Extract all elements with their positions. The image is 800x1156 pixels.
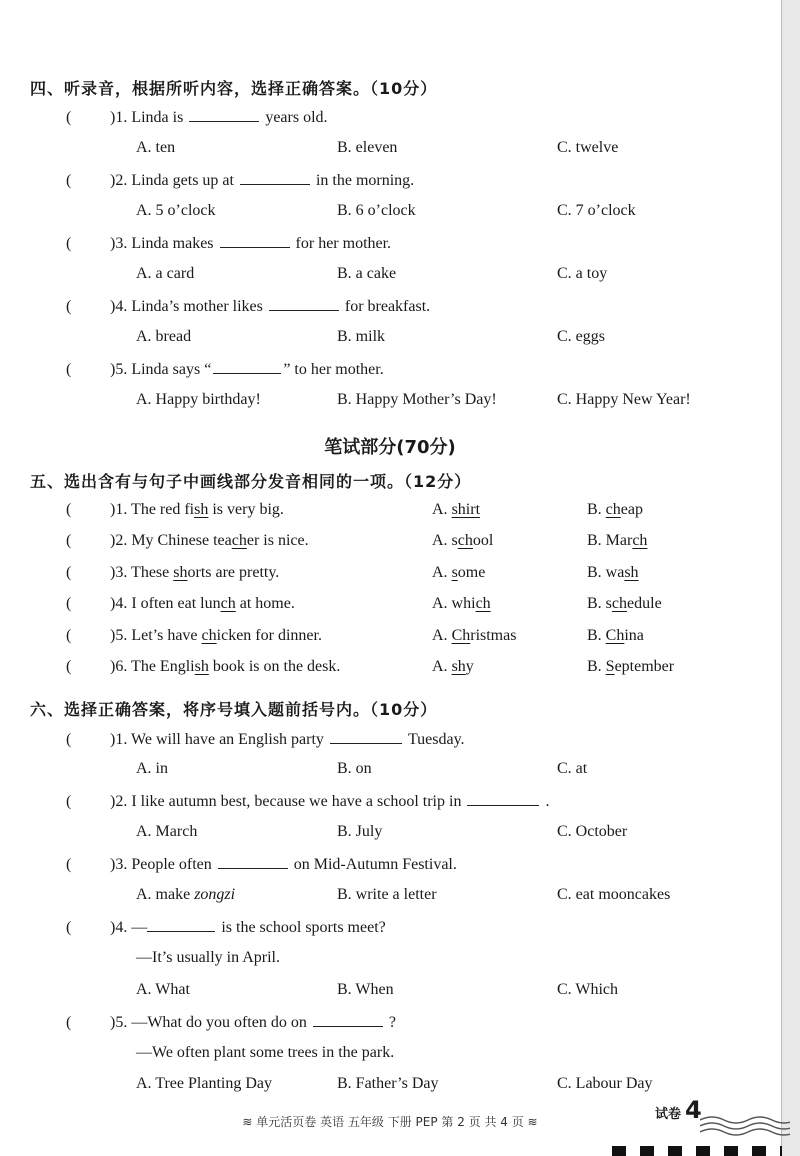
option-a: A. Tree Planting Day xyxy=(136,1075,272,1092)
option-a: A. 5 o’clock xyxy=(136,202,216,219)
option-b: B. March xyxy=(587,532,648,549)
question-6-1: ( )1. We will have an English party Tuesday. xyxy=(66,731,465,748)
fill-blank[interactable] xyxy=(213,359,281,374)
question-6-5: ( )5. —What do you often do on ? xyxy=(66,1014,396,1031)
option-b: B. milk xyxy=(337,328,386,345)
fill-blank[interactable] xyxy=(330,729,402,744)
option-b: B. July xyxy=(337,823,383,840)
option-b: B. September xyxy=(587,658,675,675)
answer-bracket[interactable]: ( xyxy=(66,627,72,644)
question-6-2: ( )2. I like autumn best, because we have a school trip in . xyxy=(66,793,550,810)
option-b: B. on xyxy=(337,760,372,777)
option-a: A. Christmas xyxy=(432,627,517,644)
option-c: C. eat mooncakes xyxy=(557,886,671,903)
option-a: A. What xyxy=(136,981,190,998)
option-c: C. a toy xyxy=(557,265,608,282)
option-b: B. a cake xyxy=(337,265,397,282)
fill-blank[interactable] xyxy=(147,917,215,932)
question-5-1: ( )1. The red fish is very big. xyxy=(66,501,284,518)
fill-blank[interactable] xyxy=(240,170,310,185)
footer-stripes xyxy=(612,1146,782,1156)
answer-bracket[interactable]: ( xyxy=(66,731,72,748)
option-a: A. which xyxy=(432,595,491,612)
answer-bracket[interactable]: ( xyxy=(66,919,72,936)
option-b: B. eleven xyxy=(337,139,398,156)
written-part-title: 笔试部分(70分) xyxy=(324,437,456,458)
option-c: C. Which xyxy=(557,981,619,998)
fill-blank[interactable] xyxy=(269,296,339,311)
section-5-title: 五、选出含有与句子中画线部分发音相同的一项。（12分） xyxy=(30,472,472,491)
option-a: A. in xyxy=(136,760,168,777)
question-5-3: ( )3. These shorts are pretty. xyxy=(66,564,280,581)
option-b: B. Father’s Day xyxy=(337,1075,439,1092)
wave-decoration-icon xyxy=(700,1110,790,1140)
option-b: B. 6 o’clock xyxy=(337,202,416,219)
answer-bracket[interactable]: ( xyxy=(66,109,72,126)
page-edge-shadow xyxy=(781,0,800,1156)
question-5-5: ( )5. Let’s have chicken for dinner. xyxy=(66,627,322,644)
fill-blank[interactable] xyxy=(218,854,288,869)
fill-blank[interactable] xyxy=(313,1012,383,1027)
answer-bracket[interactable]: ( xyxy=(66,595,72,612)
option-b: B. cheap xyxy=(587,501,643,518)
answer-bracket[interactable]: ( xyxy=(66,1014,72,1031)
dialogue-line: —We often plant some trees in the park. xyxy=(136,1044,395,1061)
option-a: A. shirt xyxy=(432,501,481,518)
answer-bracket[interactable]: ( xyxy=(66,501,72,518)
answer-bracket[interactable]: ( xyxy=(66,564,72,581)
option-c: C. at xyxy=(557,760,588,777)
section-6-title: 六、选择正确答案，将序号填入题前括号内。（10分） xyxy=(30,700,438,719)
paper-number-badge: 试卷 4 xyxy=(655,1096,702,1124)
answer-bracket[interactable]: ( xyxy=(66,658,72,675)
answer-bracket[interactable]: ( xyxy=(66,532,72,549)
fill-blank[interactable] xyxy=(220,233,290,248)
dialogue-line: —It’s usually in April. xyxy=(136,949,280,966)
option-b: B. wash xyxy=(587,564,639,581)
answer-bracket[interactable]: ( xyxy=(66,235,72,252)
answer-bracket[interactable]: ( xyxy=(66,793,72,810)
option-a: A. school xyxy=(432,532,494,549)
option-a: A. make zongzi xyxy=(136,886,236,903)
fill-blank[interactable] xyxy=(467,791,539,806)
option-b: B. schedule xyxy=(587,595,662,612)
question-4-4: ( )4. Linda’s mother likes for breakfast. xyxy=(66,298,431,315)
question-5-4: ( )4. I often eat lunch at home. xyxy=(66,595,295,612)
answer-bracket[interactable]: ( xyxy=(66,298,72,315)
question-4-1: ( )1. Linda is years old. xyxy=(66,109,328,126)
question-4-5: ( )5. Linda says “ ” to her mother. xyxy=(66,361,384,378)
question-6-3: ( )3. People often on Mid-Autumn Festival. xyxy=(66,856,457,873)
question-5-6: ( )6. The English book is on the desk. xyxy=(66,658,341,675)
answer-bracket[interactable]: ( xyxy=(66,172,72,189)
option-b: B. Happy Mother’s Day! xyxy=(337,391,497,408)
question-4-2: ( )2. Linda gets up at in the morning. xyxy=(66,172,415,189)
option-a: A. shy xyxy=(432,658,474,675)
option-a: A. Happy birthday! xyxy=(136,391,261,408)
option-c: C. twelve xyxy=(557,139,619,156)
option-a: A. ten xyxy=(136,139,176,156)
section-4-title: 四、听录音，根据所听内容，选择正确答案。（10分） xyxy=(30,79,438,98)
question-4-3: ( )3. Linda makes for her mother. xyxy=(66,235,392,252)
option-a: A. bread xyxy=(136,328,192,345)
question-5-2: ( )2. My Chinese teacher is nice. xyxy=(66,532,309,549)
option-c: C. October xyxy=(557,823,628,840)
option-b: B. When xyxy=(337,981,394,998)
fill-blank[interactable] xyxy=(189,107,259,122)
answer-bracket[interactable]: ( xyxy=(66,361,72,378)
option-a: A. a card xyxy=(136,265,195,282)
option-c: C. Happy New Year! xyxy=(557,391,691,408)
option-b: B. write a letter xyxy=(337,886,437,903)
option-b: B. China xyxy=(587,627,644,644)
question-6-4: ( )4. — is the school sports meet? xyxy=(66,919,386,936)
option-c: C. 7 o’clock xyxy=(557,202,636,219)
option-c: C. eggs xyxy=(557,328,605,345)
page-footer: ≋ 单元活页卷 英语 五年级 下册 PEP 第 2 页 共 4 页 ≋ xyxy=(242,1115,538,1129)
option-a: A. some xyxy=(432,564,486,581)
option-c: C. Labour Day xyxy=(557,1075,653,1092)
answer-bracket[interactable]: ( xyxy=(66,856,72,873)
option-a: A. March xyxy=(136,823,198,840)
